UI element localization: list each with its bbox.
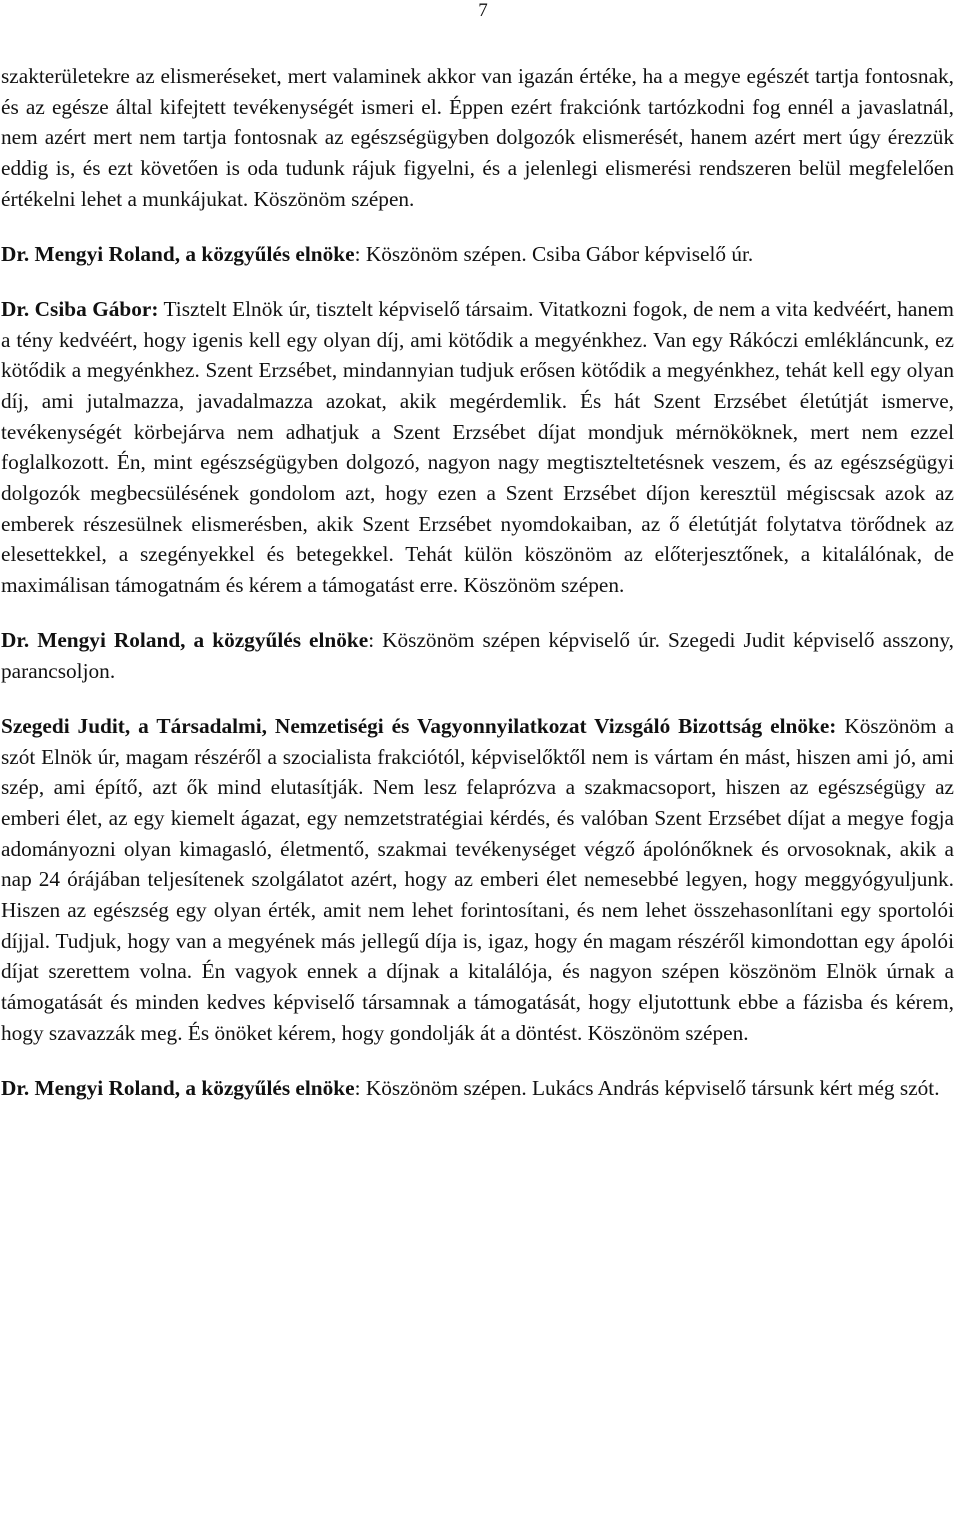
paragraph-text: : Köszönöm szépen képviselő úr. Szegedi Judit képviselő asszony, parancsoljon. — [1, 628, 954, 683]
paragraph-text: Köszönöm a szót Elnök úr, magam részéről a szocialista frakciótól, képviselőktől nem is vártam én mást, hiszen ami jó, ami szép, ami építő, azt ők mind elutasítják. Nem lesz felaprózva a szakmacsoport, hiszen az egészségügy az emberi élet, az egy kiemelt ágazat, egy nemzetstratégiai kérdés, és valóban Szent Erzsébet díjat a megye fogja adományozni olyan kimagasló, életmentő, szakmai tevékenységet végző ápolónőknek és orvosoknak, akik a nap 24 órájában teljesítenek szolgálatot azért, hogy az emberi élet nemesebbé legyen, hogy meggyógyuljunk. Hiszen az egészség egy olyan érték, amit nem lehet forintosítani, és nem lehet összehasonlítani egy sportolói díjjal. Tudjuk, hogy van a megyének más jellegű díja is, igaz, hogy én magam részéről kimondottan egy ápolói díjat szerettem volna. Én vagyok ennek a díjnak a kitalálója, és nagyon szépen köszönöm Elnök úrnak a támogatását és minden kedves képviselő társamnak a támogatását, hogy eljutottunk ebbe a fázisba és kérem, hogy szavazzák meg. És önöket kérem, hogy gondolják át a döntést. Köszönöm szépen. — [1, 713, 954, 1045]
speaker-name: Dr. Csiba Gábor: — [1, 296, 159, 321]
speaker-name: Szegedi Judit, a Társadalmi, Nemzetiségi és Vagyonnyilatkozat Vizsgáló Bizottság elnöke: — [1, 713, 837, 738]
paragraph-text: : Köszönöm szépen. Csiba Gábor képviselő úr. — [354, 241, 754, 266]
speaker-name: Dr. Mengyi Roland, a közgyűlés elnöke — [1, 1075, 355, 1100]
paragraph-text: Tisztelt Elnök úr, tisztelt képviselő társaim. Vitatkozni fogok, de nem a vita kedvéért, hanem a tény kedvéért, hogy igenis kell egy olyan díj, ami kötődik a megyénkhez. Van egy Rákóczi emlékláncunk, ez kötődik a megyénkhez. Szent Erzsébet, mindannyian tudjuk erősen kötődik a megyénkhez, tehát kell egy olyan díj, ami jutalmazza, javadalmazza azokat, akik megérdemlik. És hát Szent Erzsébet életútját ismerve, tevékenységét körbejárva nem adhatjuk a Szent Erzsébet díjat mondjuk mérnököknek, mert nem ezzel foglalkozott. Én, mint egészségügyben dolgozó, nagyon nagy megtiszteltetésnek veszem, és az egészségügyi dolgozók megbecsülésének gondolom azt, hogy ezen a Szent Erzsébet díjon keresztül mégiscsak azok az emberek részesülnek elismerésben, akik Szent Erzsébet nyomdokaiban, az ő életútját folytatva törődnek az elesettekkel, a szegényekkel és betegekkel. Tehát külön köszönöm az előterjesztőnek, a kitalálónak, de maximálisan támogatnám és kérem a támogatást erre. Köszönöm szépen. — [1, 296, 954, 598]
paragraph — [1, 239, 954, 270]
paragraph-text: szakterületekre az elismeréseket, mert valaminek akkor van igazán értéke, ha a megye egészét tartja fontosnak, és az egésze által kifejtett tevékenységét ismeri el. Éppen ezért frakciónk tartózkodni fog ennél a javaslatnál, nem azért mert nem tartja fontosnak az egészségügyben dolgozók elismerését, hanem azért mert úgy érezzük eddig is, és ezt követően is oda tudunk rájuk figyelni, és a jelenlegi elismerési rendszeren belül megfelelően értékelni lehet a munkájukat. Köszönöm szépen. — [1, 64, 954, 211]
paragraph — [1, 61, 954, 215]
speaker-name: Dr. Mengyi Roland, a közgyűlés elnöke — [1, 628, 369, 653]
paragraph — [1, 294, 954, 601]
page-number: 7 — [478, 0, 488, 21]
paragraph — [1, 1073, 954, 1104]
speaker-name: Dr. Mengyi Roland, a közgyűlés elnöke — [1, 241, 355, 266]
paragraph — [1, 711, 954, 1049]
paragraph-text: : Köszönöm szépen. Lukács András képviselő társunk kért még szót. — [354, 1075, 940, 1100]
document-body — [1, 61, 954, 1104]
paragraph — [1, 625, 954, 686]
